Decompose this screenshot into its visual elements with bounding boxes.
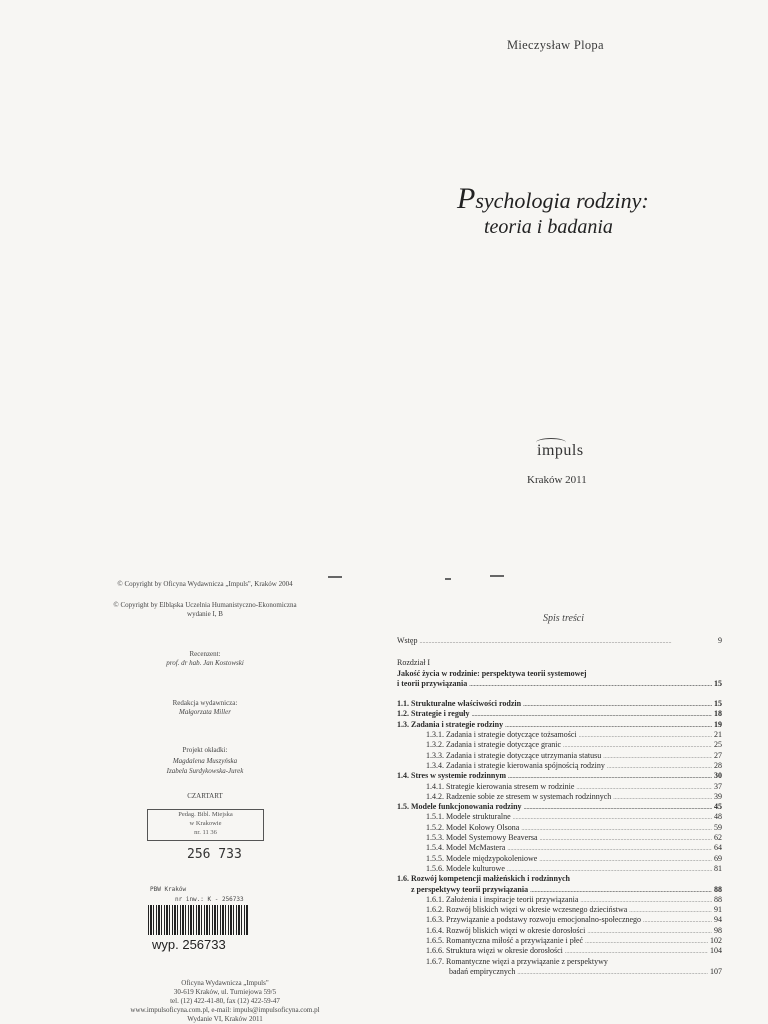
toc-row	[397, 854, 722, 864]
toc-page: 25	[714, 740, 722, 750]
stamp-line3: nr. 11 36	[194, 829, 217, 836]
book-title-line1	[457, 182, 649, 216]
toc-label: 1.4.2. Radzenie sobie ze stresem w systemach rodzinnych	[426, 791, 612, 801]
toc-page: 18	[714, 709, 722, 719]
toc-row	[397, 864, 722, 874]
toc-row	[397, 782, 722, 792]
toc-row	[397, 771, 722, 781]
czartart: CZARTART	[187, 792, 223, 800]
scan-speck	[328, 576, 342, 578]
toc-label: 1.4.1. Strategie kierowania stresem w rodzinie	[426, 781, 575, 791]
author-name: Mieczysław Plopa	[507, 38, 604, 52]
toc-label: Wstęp	[397, 636, 418, 645]
barcode	[148, 905, 248, 935]
publisher-web: www.impulsoficyna.com.pl, e-mail: impuls@impulsoficyna.com.pl	[130, 1006, 320, 1014]
library-name: PBW Kraków	[150, 886, 187, 893]
publisher-footer: Wydanie VI, Kraków 2011	[187, 1015, 263, 1023]
toc-heading: Spis treści	[543, 613, 585, 624]
title-initial: P	[457, 182, 476, 215]
toc-page: 30	[714, 771, 722, 781]
toc-label: 1.5.4. Model McMastera	[426, 843, 506, 853]
toc-label: 1.6.1. Założenia i inspiracje teorii przywiązania	[426, 894, 579, 904]
toc-row	[397, 812, 722, 822]
toc-page: 27	[714, 750, 722, 760]
toc-row	[397, 926, 722, 936]
toc-page: 21	[714, 730, 722, 740]
stamp-line2: w Krakowie	[189, 820, 222, 827]
toc-label: 1.3.1. Zadania i strategie dotyczące tożsamości	[426, 730, 577, 740]
city-year: Kraków 2011	[527, 474, 587, 486]
toc-label: 1.6.5. Romantyczna miłość a przywiązanie i płeć	[426, 936, 584, 946]
publisher-name: Oficyna Wydawnicza „Impuls"	[181, 979, 269, 987]
cover-designer-2: Izabela Surdykowska-Jurek	[166, 767, 244, 775]
toc-label: 1.4. Stres w systemie rodzinnym	[397, 771, 507, 781]
table-of-contents	[397, 636, 722, 977]
toc-row	[397, 730, 722, 740]
toc-page: 15	[714, 678, 722, 688]
toc-row	[397, 895, 722, 905]
toc-row	[397, 720, 722, 730]
toc-label: 1.5. Modele funkcjonowania rodziny	[397, 802, 522, 812]
toc-page: 69	[714, 853, 722, 863]
toc-page: 88	[714, 884, 722, 894]
toc-items	[397, 699, 722, 977]
copyright-2: © Copyright by Elbląska Uczelnia Humanistyczno-Ekonomiczna	[113, 601, 297, 609]
toc-label: 1.3.2. Zadania i strategie dotyczące granic	[426, 740, 562, 750]
toc-page: 59	[714, 822, 722, 832]
toc-label: 1.6.2. Rozwój bliskich więzi w okresie wczesnego dzieciństwa	[426, 905, 628, 915]
copyright-1: © Copyright by Oficyna Wydawnicza „Impuls", Kraków 2004	[117, 580, 293, 588]
toc-row	[397, 751, 722, 761]
toc-label: 1.2. Strategie i reguły	[397, 709, 470, 719]
toc-page: 37	[714, 781, 722, 791]
toc-page: 88	[714, 894, 722, 904]
toc-row	[397, 843, 722, 853]
publisher-phone: tel. (12) 422-41-80, fax (12) 422-59-47	[170, 997, 280, 1005]
toc-label: 1.5.6. Modele kulturowe	[426, 863, 505, 873]
toc-page: 45	[714, 802, 722, 812]
wyp-number: wyp. 256733	[152, 937, 226, 952]
toc-page: 48	[714, 812, 722, 822]
toc-label: 1.6. Rozwój kompetencji małżeńskich i rodzinnych	[397, 874, 570, 884]
toc-row	[397, 636, 722, 646]
toc-label: 1.5.5. Modele międzypokoleniowe	[426, 853, 538, 863]
toc-page: 15	[714, 699, 722, 709]
toc-page: 62	[714, 833, 722, 843]
toc-page: 64	[714, 843, 722, 853]
toc-row	[397, 874, 722, 884]
toc-label: 1.6.7. Romantyczne więzi a przywiązanie z perspektywy	[426, 956, 608, 966]
toc-row	[397, 679, 722, 689]
toc-label: 1.3.4. Zadania i strategie kierowania spójnością rodziny	[426, 760, 605, 770]
inventory-number: nr inw.: K - 256733	[175, 896, 244, 903]
toc-label: 1.5.1. Modele strukturalne	[426, 812, 511, 822]
toc-row	[397, 823, 722, 833]
toc-row	[397, 885, 722, 895]
toc-page: 94	[714, 915, 722, 925]
publisher-logo: impuls	[537, 442, 584, 459]
cover-label: Projekt okładki:	[182, 746, 228, 754]
toc-label: 1.6.6. Struktura więzi w okresie dorosłości	[426, 946, 563, 956]
toc-label: 1.6.4. Rozwój bliskich więzi w okresie dorosłości	[426, 925, 586, 935]
toc-label: 1.3.3. Zadania i strategie dotyczące utrzymania statusu	[426, 750, 602, 760]
reviewer-label: Recenzent:	[189, 650, 221, 658]
toc-label: i teorii przywiązania	[397, 678, 468, 688]
toc-page: 107	[710, 966, 722, 976]
toc-page: 104	[710, 946, 722, 956]
chapter-label: Rozdział I	[397, 658, 431, 668]
toc-label: 1.1. Strukturalne właściwości rodzin	[397, 699, 522, 709]
toc-page: 102	[710, 936, 722, 946]
toc-row	[397, 915, 722, 925]
toc-row	[397, 802, 722, 812]
library-stamp	[147, 809, 264, 841]
toc-row	[397, 957, 722, 967]
toc-page: 91	[714, 905, 722, 915]
toc-page: 19	[714, 719, 722, 729]
edition: wydanie I, B	[187, 610, 223, 618]
scan-speck	[445, 578, 451, 580]
toc-row	[397, 946, 722, 956]
book-title-line2: teoria i badania	[484, 216, 613, 238]
toc-label: 1.3. Zadania i strategie rodziny	[397, 719, 504, 729]
toc-row	[397, 936, 722, 946]
toc-page: 39	[714, 791, 722, 801]
chapter-title: Jakość życia w rodzinie: perspektywa teorii systemowej	[397, 668, 587, 678]
inventory-handwritten: 256 733	[187, 847, 242, 862]
toc-label: z perspektywy teorii przywiązania	[411, 884, 529, 894]
toc-row	[397, 792, 722, 802]
scan-speck	[490, 575, 504, 577]
toc-page: 28	[714, 760, 722, 770]
publisher-address: 30-619 Kraków, ul. Turniejowa 59/5	[173, 988, 277, 996]
toc-row	[397, 905, 722, 915]
title-line1-rest: sychologia rodziny:	[475, 188, 649, 213]
toc-label: badań empirycznych	[449, 966, 516, 976]
toc-label: 1.5.3. Model Systemowy Beaversa	[426, 833, 538, 843]
reviewer-name: prof. dr hab. Jan Kostowski	[166, 659, 244, 667]
toc-row	[397, 699, 722, 709]
toc-page: 9	[718, 636, 722, 645]
toc-row	[397, 709, 722, 719]
toc-row	[397, 967, 722, 977]
toc-row	[397, 740, 722, 750]
editor-name: Małgorzata Miller	[179, 708, 231, 716]
toc-label: 1.6.3. Przywiązanie a podstawy rozwoju emocjonalno-społecznego	[426, 915, 642, 925]
stamp-line1: Pedag. Bibl. Miejska	[178, 811, 233, 818]
toc-page: 98	[714, 925, 722, 935]
toc-row	[397, 761, 722, 771]
toc-label: 1.5.2. Model Kołowy Olsona	[426, 822, 520, 832]
editor-label: Redakcja wydawnicza:	[172, 699, 238, 707]
toc-row	[397, 833, 722, 843]
toc-page: 81	[714, 863, 722, 873]
cover-designer-1: Magdalena Muszyńska	[172, 757, 238, 765]
